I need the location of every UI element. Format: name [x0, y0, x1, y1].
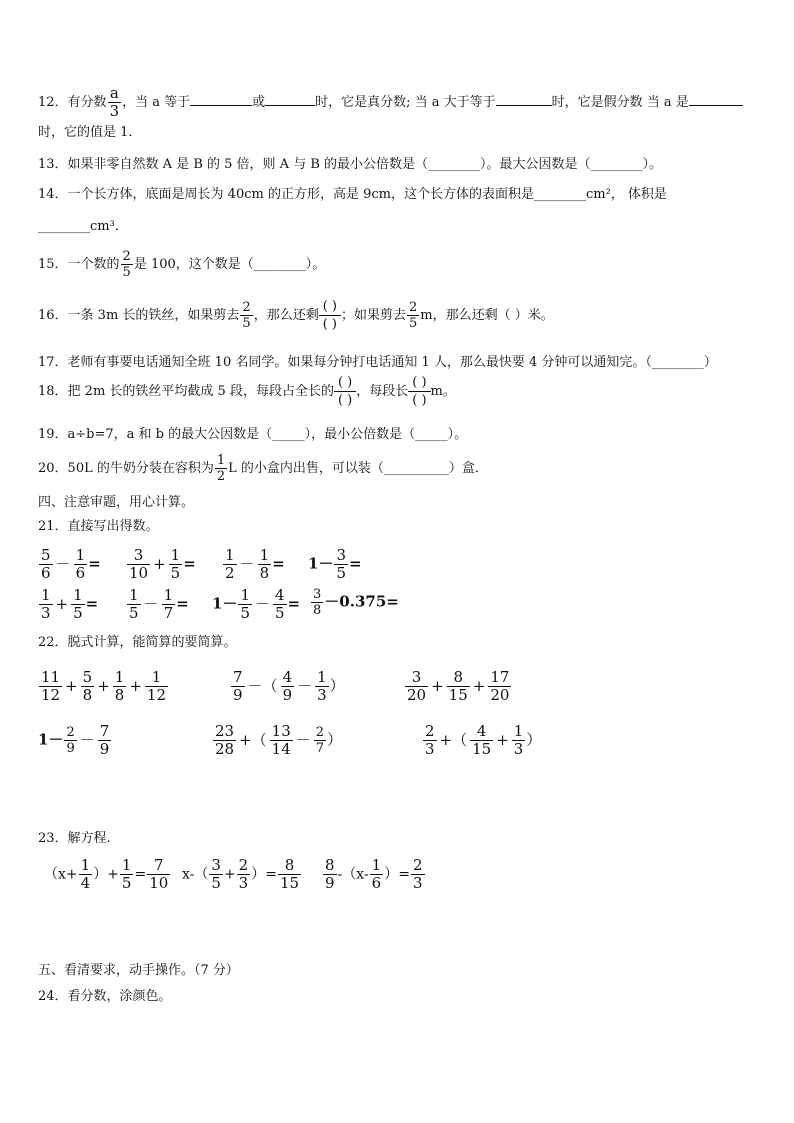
question-18: 18．把 2m 长的铁丝平均截成 5 段，每段占全长的 ( ) ( ) ，每段长 ( ) ( ) m。: [38, 375, 456, 408]
question-19: 19．a÷b=7，a 和 b 的最大公因数是（_____），最小公倍数是（_____）。: [38, 427, 468, 442]
fraction: $\frac{2}{5}$: [242, 300, 251, 331]
question-24: 24．看分数，涂颜色。: [38, 989, 172, 1004]
question-23: 23．解方程.: [38, 831, 111, 846]
section-5-heading: 五、看清要求，动手操作。（7 分）: [38, 963, 239, 978]
q21-expr-g: 1－ $\frac{1}{5}$ － $\frac{4}{5}$ =: [212, 586, 301, 622]
q12-text: 有分数: [67, 95, 107, 110]
q22-expr-b: $\frac{7}{9}$ －（ $\frac{4}{9}$ － $\frac{1}{3}$ ）: [233, 668, 345, 704]
q21-expr-f: $\frac{1}{5}$ － $\frac{1}{7}$ =: [129, 586, 189, 622]
question-17: 17．老师有事要电话通知全班 10 名同学。如果每分钟打电话通知 1 人，那么最快要 4 分钟可以通知完。（________）: [38, 355, 717, 370]
answer-blank[interactable]: [496, 92, 552, 106]
question-20: 20．50L 的牛奶分装在容积为 $\frac{1}{2}$ L 的小盒内出售，可以装（__________）盒．: [38, 453, 488, 484]
q23-equation-c: $\frac{8}{9}$ -（x- $\frac{1}{6}$ ）= $\frac{2}{3}$: [325, 856, 423, 892]
q21-expr-a: $\frac{5}{6}$ － $\frac{1}{6}$ =: [41, 546, 101, 582]
fraction: $\frac{1}{2}$: [216, 453, 226, 484]
question-13: 13．如果非零自然数 A 是 B 的 5 倍，则 A 与 B 的最小公倍数是（________）。最大公因数是（________）。: [38, 157, 663, 172]
fraction: $\frac{2}{5}$: [122, 249, 131, 280]
q22-expr-e: $\frac{23}{28}$ +（ $\frac{13}{14}$ － $\frac{2}{7}$ ）: [215, 722, 343, 758]
q21-expr-b: $\frac{3}{10}$ + $\frac{1}{5}$ =: [129, 546, 196, 582]
q23-equation-b: x-（ $\frac{3}{5}$ + $\frac{2}{3}$ ）= $\frac{8}{15}$: [182, 856, 300, 892]
question-22: 22．脱式计算，能简算的要简算。: [38, 635, 237, 650]
q21-expr-h: $\frac{3}{8}$ －0.375=: [313, 587, 399, 618]
blank-fraction[interactable]: ( ) ( ): [319, 300, 341, 331]
blank-fraction[interactable]: ( ) ( ): [408, 376, 430, 407]
q12-number: 12．: [38, 95, 68, 110]
q23-equation-a: （x+ $\frac{1}{4}$ ）+ $\frac{1}{5}$ = $\frac{7}{10}$: [44, 856, 169, 892]
q22-expr-f: $\frac{2}{3}$ +（ $\frac{4}{15}$ + $\frac{1}{3}$ ）: [425, 722, 542, 758]
question-14: 14．一个长方体，底面是周长为 40cm 的正方形，高是 9cm，这个长方体的表面积是________cm²， 体积是: [38, 187, 667, 202]
fraction-a-over-3: $\frac{a}{3}$: [109, 84, 120, 120]
answer-blank[interactable]: [265, 92, 315, 106]
question-12: 12．有分数 $\frac{a}{3}$ ，当 a 等于 或 时，它是真分数; 当 a 大于等于 时，它是假分数 当 a 是: [38, 86, 743, 119]
question-16: 16．一条 3m 长的铁丝，如果剪去 $\frac{2}{5}$ ，那么还剩 ( ) ( ) ；如果剪去 $\frac{2}{5}$ m，那么还剩（ ）米。: [38, 299, 554, 332]
question-21: 21．直接写出得数。: [38, 519, 159, 534]
fraction: $\frac{2}{5}$: [409, 300, 418, 331]
q21-expr-e: $\frac{1}{3}$ + $\frac{1}{5}$ =: [41, 586, 99, 622]
q21-expr-d: 1－ $\frac{3}{5}$ =: [308, 546, 362, 582]
question-15: 15．一个数的 $\frac{2}{5}$ 是 100，这个数是（________）。: [38, 249, 326, 280]
q21-expr-c: $\frac{1}{2}$ － $\frac{1}{8}$ =: [225, 546, 285, 582]
q22-expr-a: $\frac{11}{12}$ + $\frac{5}{8}$ + $\frac{1}{8}$ + $\frac{1}{12}$: [41, 668, 167, 704]
q22-expr-c: $\frac{3}{20}$ + $\frac{8}{15}$ + $\frac{17}{20}$: [407, 668, 510, 704]
question-14-line2: ________cm³．: [38, 219, 128, 234]
q22-expr-d: 1－ $\frac{2}{9}$ － $\frac{7}{9}$: [38, 722, 110, 758]
question-12-line2: 时，它的值是 1．: [38, 125, 142, 140]
answer-blank[interactable]: [190, 92, 252, 106]
blank-fraction[interactable]: ( ) ( ): [334, 376, 356, 407]
section-4-heading: 四、注意审题，用心计算。: [38, 495, 195, 510]
answer-blank[interactable]: [689, 92, 743, 106]
